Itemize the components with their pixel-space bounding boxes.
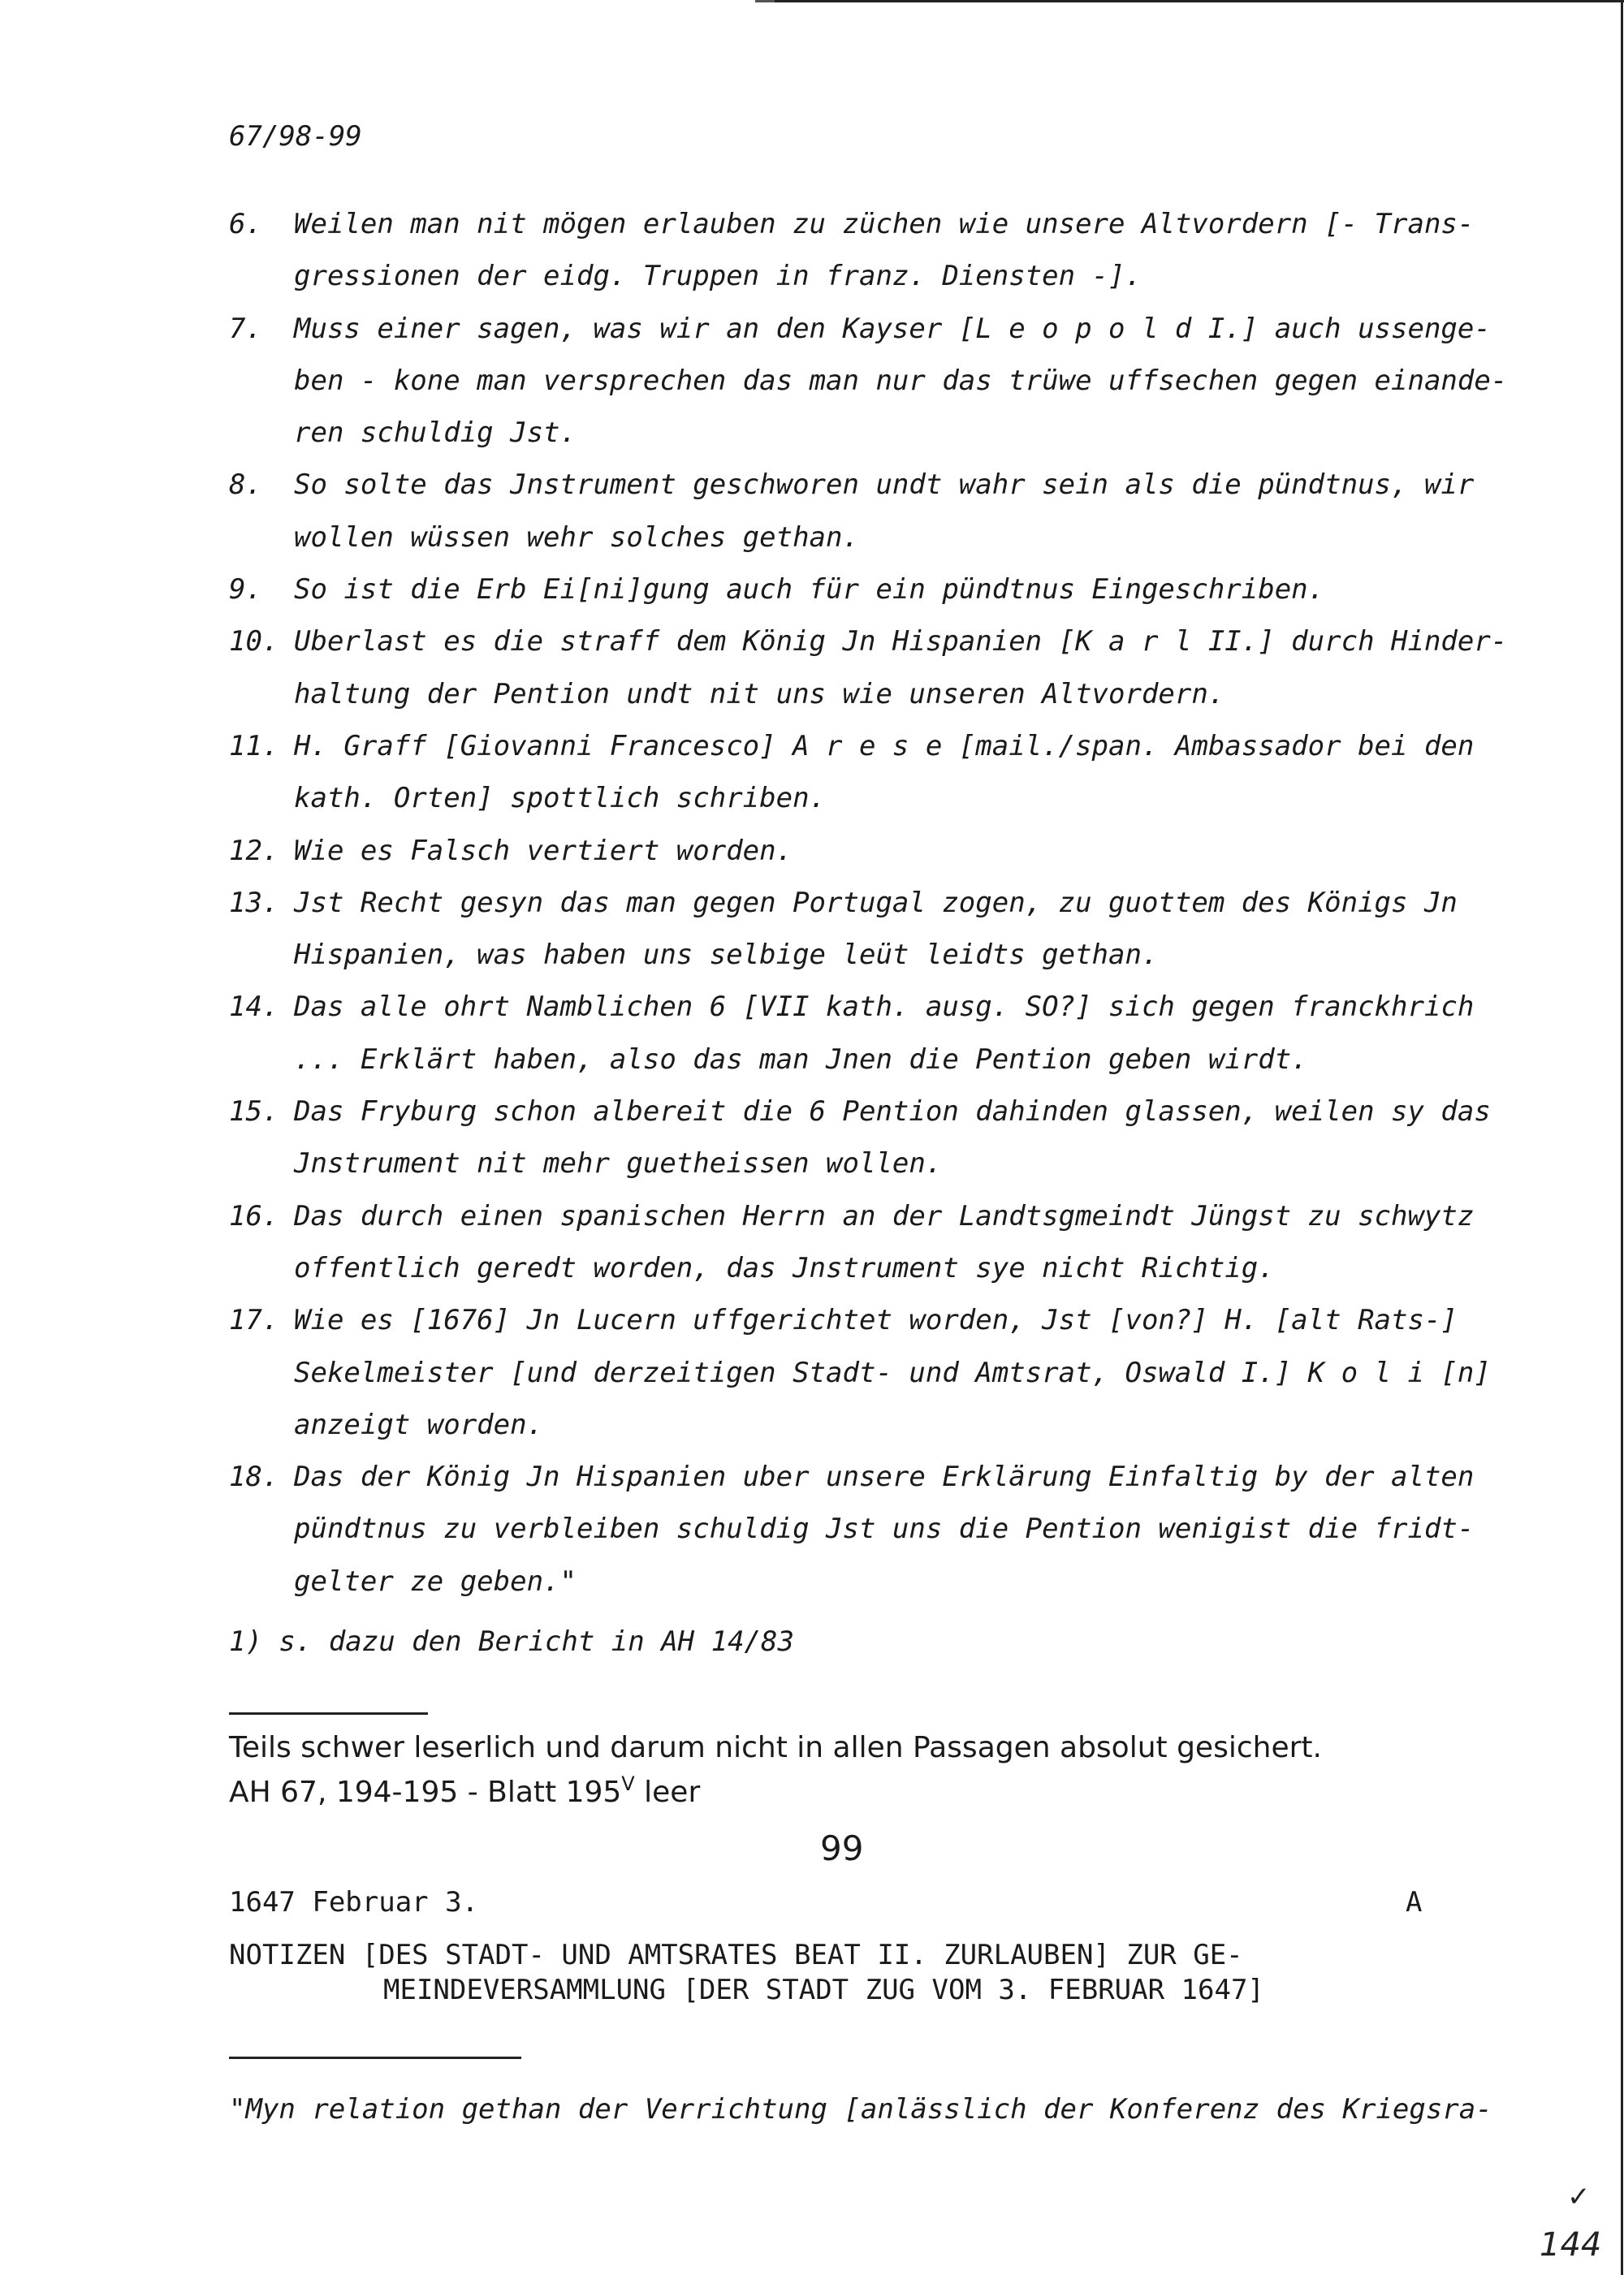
document-marker: A [1406,1886,1423,1919]
item-body [294,563,1496,615]
item-body [294,303,1507,460]
item-line: So ist die Erb Ei[ni]gung auch für ein pündtnus Eingeschriben. [294,573,1325,607]
item-body [294,877,1496,982]
page-reference: 67/98-99 [229,120,362,153]
item-body [294,615,1507,720]
item-number: 16. [229,1199,279,1232]
item-body [294,981,1496,1086]
item-number: 17. [229,1304,279,1337]
list-item [229,563,1496,615]
footnote: 1) s. dazu den Bericht in AH 14/83 [229,1625,794,1658]
scan-tick-top [755,0,775,2]
list-item [229,1190,1496,1295]
scan-edge-right [1621,0,1623,2275]
item-line: Hispanien, was haben uns selbige leüt leidts gethan. [294,939,1159,972]
document-title-line-1: NOTIZEN [DES STADT- UND AMTSRATES BEAT II. ZURLAUBEN] ZUR GE- [229,1939,1243,1971]
item-number: 14. [229,991,279,1024]
item-line: Muss einer sagen, was wir an den Kayser [L e o p o l d I.] auch ussenge- [294,312,1491,345]
item-line: gelter ze geben." [294,1565,577,1598]
item-line: Wie es [1676] Jn Lucern uffgerichtet worden, Jst [von?] H. [alt Rats-] [294,1304,1458,1337]
item-number: 9. [229,573,262,607]
item-number: 12. [229,834,279,867]
item-number: 15. [229,1095,279,1129]
list-item [229,198,1496,303]
item-body [294,1451,1496,1608]
note-line-2-end: leer [634,1776,701,1809]
list-item [229,1086,1496,1190]
item-body [294,1086,1496,1190]
item-body [294,1190,1496,1295]
list-item [229,1294,1496,1451]
item-line: kath. Orten] spottlich schriben. [294,782,827,815]
item-body [294,1294,1496,1451]
note-superscript: V [621,1772,635,1795]
item-body [294,459,1496,563]
item-number: 8. [229,468,262,502]
document-title-line-2: MEINDEVERSAMMLUNG [DER STADT ZUG VOM 3. FEBRUAR 1647] [383,1974,1264,2006]
list-item [229,303,1508,460]
item-line: So solte das Jnstrument geschworen undt wahr sein als die pündtnus, wir [294,468,1475,502]
item-number: 18. [229,1461,279,1494]
note-line-2-text: AH 67, 194-195 - Blatt 195 [229,1776,622,1809]
item-line: Jst Recht gesyn das man gegen Portugal zogen, zu guottem des Königs Jn [294,886,1458,919]
item-number: 7. [229,312,262,345]
note-line-1: Teils schwer leserlich und darum nicht in allen Passagen absolut gesichert. [229,1731,1322,1764]
item-line: Uberlast es die straff dem König Jn Hispanien [K a r l II.] durch Hinder- [294,625,1508,658]
item-number: 10. [229,625,279,658]
list-item [229,459,1496,563]
item-line: H. Graff [Giovanni Francesco] A r e s e [mail./span. Ambassador bei den [294,729,1475,762]
item-line: offentlich geredt worden, das Jnstrument sye nicht Richtig. [294,1251,1275,1284]
item-line: Das durch einen spanischen Herrn an der Landtsgmeindt Jüngst zu schwytz [294,1199,1475,1232]
item-line: wollen wüssen wehr solches gethan. [294,520,859,554]
item-body [294,825,1496,877]
list-item [229,877,1496,982]
item-body [294,720,1496,825]
editorial-note [229,1729,1322,1811]
list-item [229,981,1496,1086]
item-line: Weilen man nit mögen erlauben zu züchen wie unsere Altvordern [- Trans- [294,208,1475,240]
list-item [229,1451,1496,1608]
document-date: 1647 Februar 3. [229,1886,479,1919]
check-mark: ✓ [1567,2181,1591,2213]
divider-rule-2 [229,2057,521,2059]
note-line-2 [229,1766,1322,1811]
quote-start: "Myn relation gethan der Verrichtung [anlässlich der Konferenz des Kriegsra- [229,2093,1492,2126]
document-number: 99 [820,1828,864,1868]
list-item [229,615,1508,720]
numbered-list [229,198,1508,1608]
item-number: 13. [229,886,279,919]
item-line: ren schuldig Jst. [294,417,577,450]
item-line: anzeigt worden. [294,1408,544,1441]
list-item [229,825,1496,877]
item-body [294,198,1496,303]
list-item [229,720,1496,825]
item-line: Das alle ohrt Namblichen 6 [VII kath. ausg. SO?] sich gegen franckhrich [294,991,1475,1024]
item-line: Das der König Jn Hispanien uber unsere Erklärung Einfaltig by der alten [294,1461,1475,1494]
item-line: pündtnus zu verbleiben schuldig Jst uns die Pention wenigist die fridt- [294,1513,1475,1546]
item-line: gressionen der eidg. Truppen in franz. Diensten -]. [294,260,1142,293]
item-number: 11. [229,729,279,762]
item-line: Das Fryburg schon albereit die 6 Pention dahinden glassen, weilen sy das [294,1095,1491,1129]
item-line: haltung der Pention undt nit uns wie unseren Altvordern. [294,677,1225,710]
item-line: ben - kone man versprechen das man nur das trüwe uffsechen gegen einande- [294,364,1508,397]
item-number: 6. [229,208,262,240]
handwritten-page-number: 144 [1540,2226,1602,2264]
item-line: Wie es Falsch vertiert worden. [294,834,793,867]
item-line: Jnstrument nit mehr guetheissen wollen. [294,1147,943,1181]
scan-edge-top [763,0,1624,2]
item-line: ... Erklärt haben, also das man Jnen die Pention geben wirdt. [294,1043,1308,1076]
divider-rule [229,1712,428,1715]
item-line: Sekelmeister [und derzeitigen Stadt- und Amtsrat, Oswald I.] K o l i [n] [294,1356,1491,1389]
